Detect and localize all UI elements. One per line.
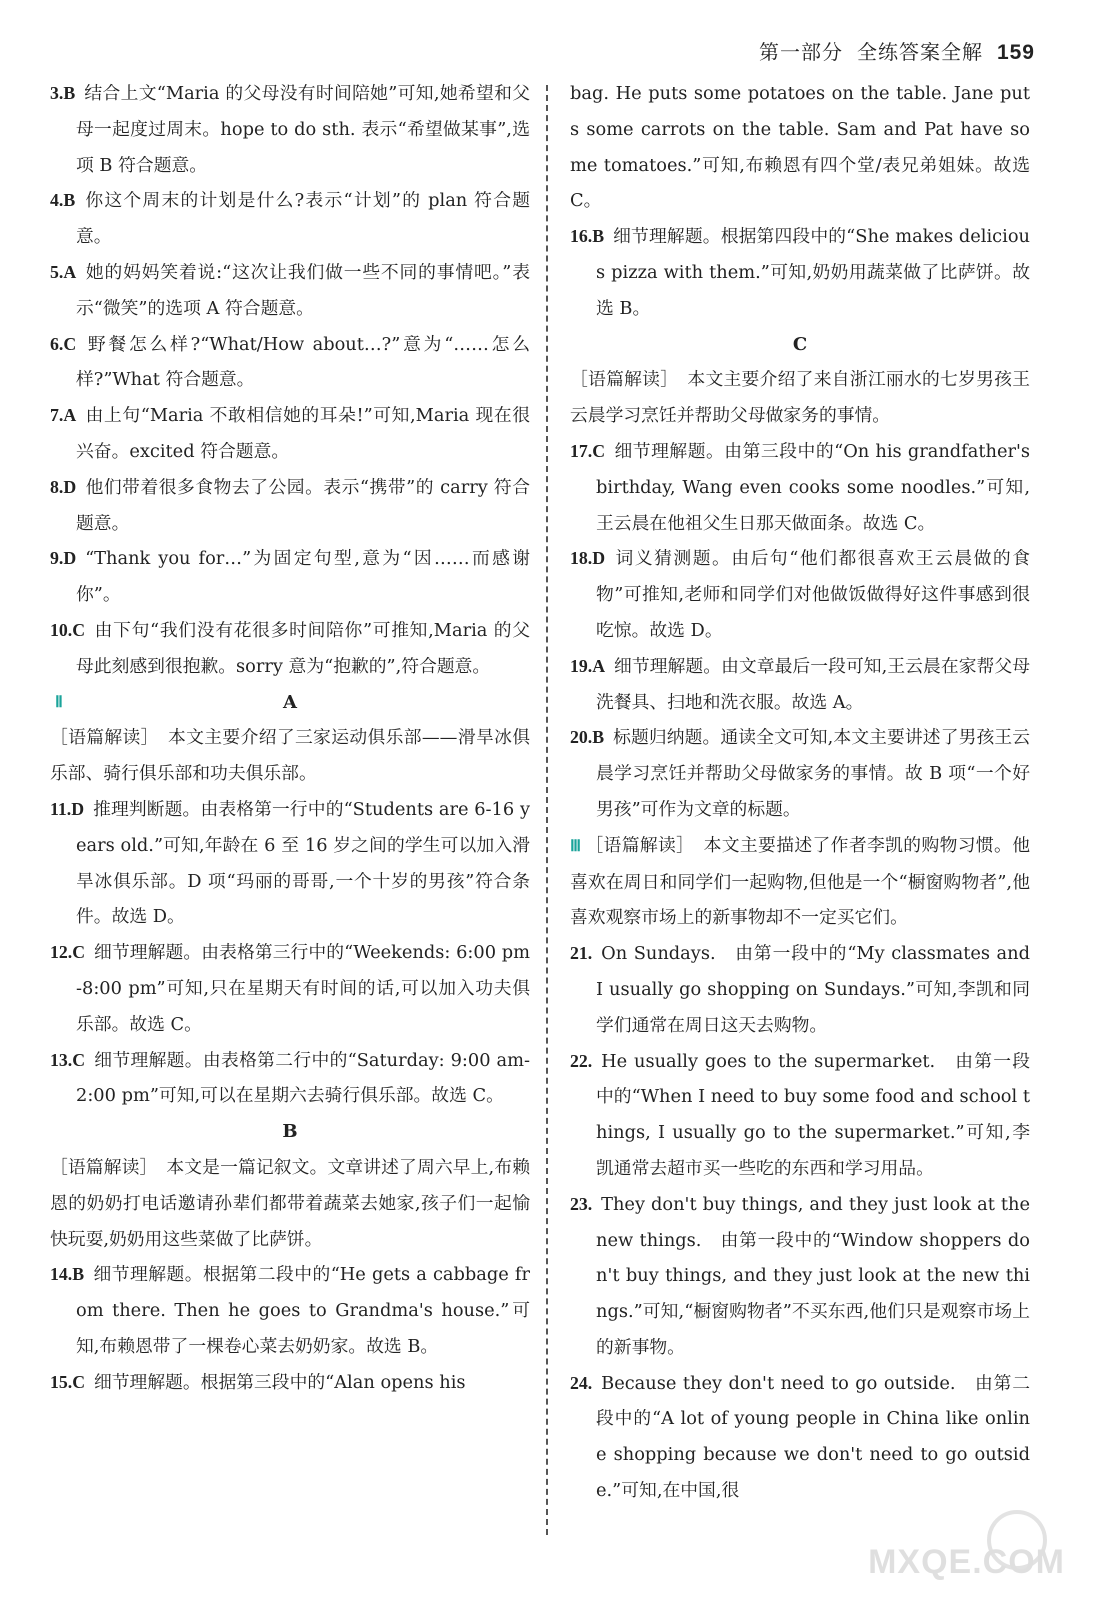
- watermark-logo: [868, 1522, 1065, 1582]
- section-heading: [50, 1114, 530, 1150]
- passage-note: [570, 828, 1030, 936]
- answer-number: 3.B: [50, 83, 76, 103]
- answer-explanation: 词义猜测题。由后句“他们都很喜欢王云晨做的食物”可推知,老师和同学们对他做饭做得好这件事感到很吃惊。故选 D。: [596, 548, 1030, 641]
- passage-note: [50, 1150, 530, 1257]
- answer-number: 12.C: [50, 942, 86, 963]
- answer-number: 19.A: [570, 655, 606, 676]
- answer-item: [50, 1365, 530, 1401]
- book-subtitle: 全练答案全解: [856, 40, 983, 64]
- answer-item: [50, 935, 530, 1042]
- answer-number: 24.: [570, 1372, 593, 1393]
- answer-explanation: 细节理解题。由第三段中的“On his grandfather's birthday, Wang even cooks some noodles.”可知,王云晨在他祖父生日那天做面条。故选 C。: [596, 440, 1030, 534]
- answer-explanation: He usually goes to the supermarket. 由第一段中的“When I need to buy some food and school things, I usually go to the supermarket.”可知,李凯通常去超市买一些吃的东西和学习用品。: [596, 1050, 1030, 1179]
- section-letter: B: [282, 1121, 298, 1143]
- passage-text: ［语篇解读］ 本文主要介绍了三家运动俱乐部——滑旱冰俱乐部、骑行俱乐部和功夫俱乐部。: [50, 727, 530, 785]
- left-column: [50, 76, 530, 1400]
- answer-item: [50, 541, 530, 613]
- answer-number: 7.A: [50, 405, 77, 426]
- answer-explanation: On Sundays. 由第一段中的“My classmates and I usually go shopping on Sundays.”可知,李凯和同学们通常在周日这天去购物。: [596, 943, 1030, 1036]
- answer-number: 21.: [570, 943, 593, 964]
- answer-explanation: 她的妈妈笑着说:“这次让我们做一些不同的事情吧。”表示“微笑”的选项 A 符合题意。: [76, 261, 530, 319]
- answer-explanation: 他们带着很多食物去了公园。表示“携带”的 carry 符合题意。: [76, 476, 530, 534]
- passage-note: [570, 76, 1030, 219]
- page-number: 159: [996, 41, 1035, 64]
- answer-item: [50, 470, 530, 542]
- answer-explanation: 细节理解题。由表格第三行中的“Weekends: 6:00 pm-8:00 pm”可知,只在星期天有时间的话,可以加入功夫俱乐部。故选 C。: [76, 942, 530, 1035]
- passage-text: ［语篇解读］ 本文主要介绍了来自浙江丽水的七岁男孩王云晨学习烹饪并帮助父母做家务的事情。: [570, 369, 1030, 427]
- passage-text: ［语篇解读］ 本文是一篇记叙文。文章讲述了周六早上,布赖恩的奶奶打电话邀请孙辈们都带着蔬菜去她家,孩子们一起愉快玩耍,奶奶用这些菜做了比萨饼。: [50, 1156, 530, 1250]
- answer-number: 15.C: [50, 1371, 86, 1392]
- passage-text: bag. He puts some potatoes on the table. Jane puts some carrots on the table. Sam and Pat have some tomatoes.”可知,布赖恩有四个堂/表兄弟姐妹。故选 C。: [570, 83, 1030, 212]
- answer-item: [50, 792, 530, 935]
- passage-note: [50, 720, 530, 792]
- answer-item: [570, 649, 1030, 721]
- answer-number: 20.B: [570, 727, 605, 748]
- answer-explanation: 细节理解题。根据第二段中的“He gets a cabbage from there. Then he goes to Grandma's house.”可知,布赖恩带了一棵卷心菜去奶奶家。故选 B。: [76, 1264, 530, 1357]
- answer-number: 10.C: [50, 619, 86, 640]
- answer-number: 18.D: [570, 548, 606, 569]
- watermark-text: MXQE.COM: [868, 1543, 1065, 1581]
- answer-number: 11.D: [50, 798, 85, 819]
- answer-explanation: Because they don't need to go outside. 由第二段中的“A lot of young people in China like online shopping because we don't need to go outside.”可知,在中国,很: [596, 1372, 1030, 1502]
- answer-item: [50, 76, 530, 183]
- answer-item: [50, 327, 530, 399]
- passage-text: ［语篇解读］ 本文主要描述了作者李凯的购物习惯。他喜欢在周日和同学们一起购物,但他是一个“橱窗购物者”,他喜欢观察市场上的新事物却不一定买它们。: [570, 834, 1030, 929]
- answer-explanation: 由下句“我们没有花很多时间陪你”可推知,Maria 的父母此刻感到很抱歉。sorry 意为“抱歉的”,符合题意。: [76, 619, 530, 677]
- answer-item: [570, 936, 1030, 1043]
- part-marker: Ⅱ: [55, 693, 63, 711]
- answer-explanation: “Thank you for…”为固定句型,意为“因……而感谢你”。: [76, 548, 530, 606]
- answer-explanation: 结合上文“Maria 的父母没有时间陪她”可知,她希望和父母一起度过周末。hope to do sth. 表示“希望做某事”,选项 B 符合题意。: [76, 83, 530, 176]
- answer-item: [50, 1043, 530, 1115]
- right-column: [570, 76, 1030, 1509]
- answer-item: [50, 183, 530, 255]
- answer-number: 16.B: [570, 226, 605, 247]
- answer-number: 4.B: [50, 190, 76, 211]
- answer-explanation: 野餐怎么样?“What/How about…?”意为“……怎么样?”What 符合题意。: [76, 333, 530, 391]
- answer-item: [570, 1044, 1030, 1187]
- section-heading: [570, 327, 1030, 363]
- answer-number: 17.C: [570, 440, 606, 461]
- answer-item: [570, 1366, 1030, 1509]
- section-heading: [50, 685, 530, 721]
- answer-item: [570, 541, 1030, 648]
- section-letter: A: [283, 691, 297, 713]
- answer-explanation: 由上句“Maria 不敢相信她的耳朵!”可知,Maria 现在很兴奋。excited 符合题意。: [76, 405, 530, 462]
- answer-number: 23.: [570, 1193, 593, 1214]
- answer-number: 22.: [570, 1050, 593, 1071]
- answer-item: [50, 255, 530, 327]
- answer-explanation: 标题归纳题。通读全文可知,本文主要讲述了男孩王云晨学习烹饪并帮助父母做家务的事情。故 B 项“一个好男孩”可作为文章的标题。: [596, 727, 1030, 820]
- answer-item: [570, 720, 1030, 827]
- answer-item: [50, 613, 530, 685]
- answer-explanation: 细节理解题。由文章最后一段可知,王云晨在家帮父母洗餐具、扫地和洗衣服。故选 A。: [596, 655, 1030, 713]
- section-label: 第一部分: [758, 40, 843, 64]
- answer-explanation: 推理判断题。由表格第一行中的“Students are 6-16 years old.”可知,年龄在 6 至 16 岁之间的学生可以加入滑旱冰俱乐部。D 项“玛丽的哥哥,一个十岁的男孩”符合条件。故选 D。: [76, 798, 530, 928]
- answer-number: 6.C: [50, 333, 77, 354]
- answer-item: [570, 1187, 1030, 1366]
- section-letter: C: [792, 333, 808, 355]
- answer-number: 5.A: [50, 261, 77, 282]
- answer-number: 9.D: [50, 548, 77, 569]
- part-marker: Ⅲ: [570, 837, 582, 855]
- answer-number: 8.D: [50, 476, 77, 497]
- page-header: [759, 36, 1035, 65]
- answer-explanation: 细节理解题。根据第三段中的“Alan opens his: [93, 1371, 466, 1393]
- answer-item: [570, 434, 1030, 541]
- answer-number: 14.B: [50, 1264, 85, 1285]
- answer-number: 13.C: [50, 1049, 86, 1070]
- answer-item: [50, 1257, 530, 1364]
- answer-explanation: They don't buy things, and they just look at the new things. 由第一段中的“Window shoppers don't buy things, and they just look at the new things.”可知,“橱窗购物者”不买东西,他们只是观察市场上的新事物。: [596, 1193, 1030, 1358]
- answer-explanation: 细节理解题。根据第四段中的“She makes delicious pizza with them.”可知,奶奶用蔬菜做了比萨饼。故选 B。: [596, 226, 1030, 319]
- answer-item: [50, 398, 530, 470]
- column-divider: [546, 85, 548, 1535]
- passage-note: [570, 362, 1030, 434]
- answer-explanation: 你这个周末的计划是什么?表示“计划”的 plan 符合题意。: [76, 190, 530, 248]
- answer-item: [570, 219, 1030, 326]
- answer-explanation: 细节理解题。由表格第二行中的“Saturday: 9:00 am-2:00 pm”可知,可以在星期六去骑行俱乐部。故选 C。: [76, 1049, 530, 1107]
